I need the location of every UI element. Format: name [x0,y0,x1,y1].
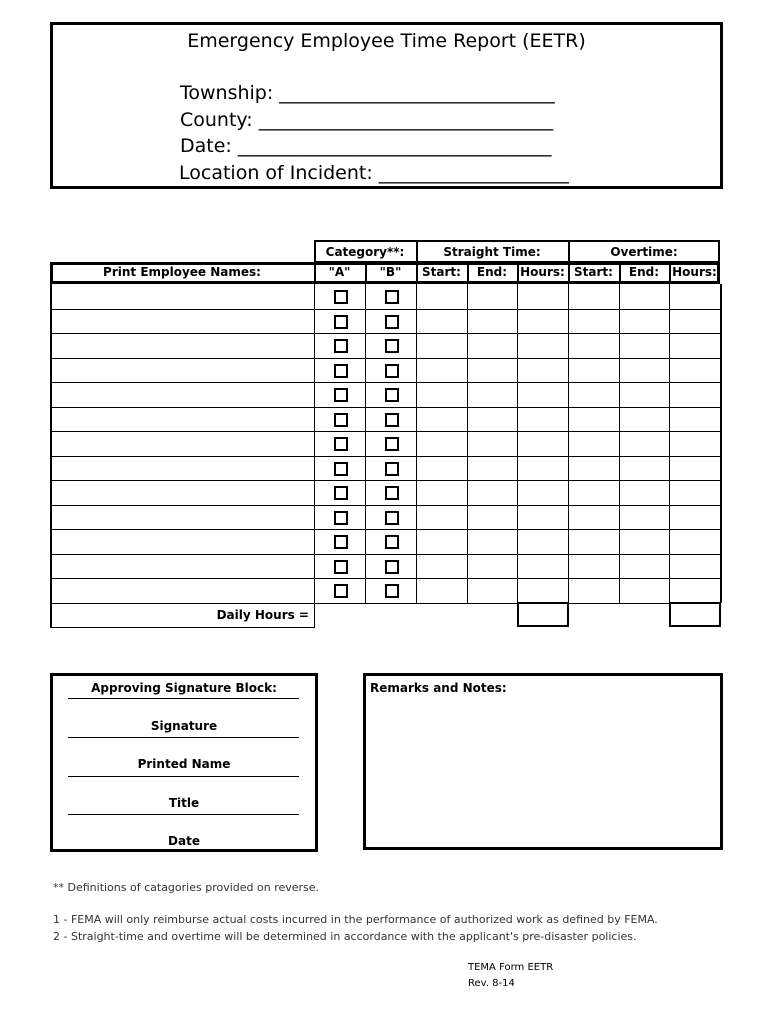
form-name: TEMA Form EETR [468,962,554,973]
category-b-checkbox[interactable] [385,290,399,304]
overtime-header: Overtime: [610,245,678,259]
daily-hours-label: Daily Hours = [216,608,309,622]
category-b-checkbox[interactable] [385,535,399,549]
remarks-title: Remarks and Notes: [370,681,507,695]
subheader-col-divider [669,262,671,284]
header-group-divider [568,240,570,262]
date-field[interactable]: Date: _________________________________ [180,135,552,157]
subheader-col-divider [517,262,519,284]
township-field[interactable]: Township: _____________________________ [180,82,555,104]
definitions-note: ** Definitions of catagories provided on reverse. [53,881,320,894]
st-start-header: Start: [422,265,461,279]
col-divider [720,284,722,603]
subheader-col-divider [467,262,469,284]
time-table [50,240,722,630]
remarks-box[interactable] [363,673,723,850]
header-group-divider [718,240,720,262]
header-top-border [314,240,720,242]
daily-hours-total-box[interactable] [517,602,569,627]
header-box [50,22,723,189]
daily-row-bottom [50,627,315,628]
signature-block-title: Approving Signature Block: [91,681,277,695]
row-divider [50,603,720,604]
category-a-checkbox[interactable] [334,437,348,451]
st-hours-header: Hours: [520,265,565,279]
category-b-checkbox[interactable] [385,388,399,402]
category-b-checkbox[interactable] [385,437,399,451]
col-divider [568,284,569,603]
signature-line[interactable] [68,698,299,699]
signature-block [50,673,318,852]
col-divider [416,284,417,603]
daily-hours-total-box[interactable] [669,602,721,627]
category-b-checkbox[interactable] [385,315,399,329]
col-divider [619,284,620,603]
subheader-col-divider [314,262,316,284]
header-group-divider [416,240,418,262]
subheader-col-divider [619,262,621,284]
date-line[interactable] [68,814,299,815]
subheader-left-border [50,262,53,284]
category-b-checkbox[interactable] [385,339,399,353]
daily-row-divider [314,603,315,627]
col-divider [365,284,366,603]
category-a-checkbox[interactable] [334,364,348,378]
ot-end-header: End: [628,265,660,279]
location-field[interactable]: Location of Incident: ____________________ [179,162,569,184]
category-a-checkbox[interactable] [334,462,348,476]
col-divider [467,284,468,603]
category-a-checkbox[interactable] [334,535,348,549]
col-divider [669,284,670,603]
category-a-checkbox[interactable] [334,413,348,427]
category-a-checkbox[interactable] [334,486,348,500]
subheader-right-border [717,262,720,284]
category-b-checkbox[interactable] [385,511,399,525]
category-b-checkbox[interactable] [385,364,399,378]
county-field[interactable]: County: _______________________________ [180,109,554,131]
date-label: Date [168,834,200,848]
subheader-col-divider [416,262,418,284]
category-header: Category**: [325,245,405,259]
header-group-divider [314,240,316,262]
form-title: Emergency Employee Time Report (EETR) [187,30,586,52]
daily-row-left [50,603,52,627]
subheader-col-divider [568,262,570,284]
cat-b-header: "B" [379,265,402,279]
st-end-header: End: [476,265,508,279]
category-a-checkbox[interactable] [334,339,348,353]
straight-time-header: Straight Time: [443,245,541,259]
footnote-1: 1 - FEMA will only reimburse actual costs incurred in the performance of authorized work as defined by FEMA. [53,913,658,926]
printed-name-label: Printed Name [137,757,231,771]
category-a-checkbox[interactable] [334,560,348,574]
ot-start-header: Start: [574,265,613,279]
col-divider [517,284,518,603]
names-header: Print Employee Names: [103,265,261,279]
category-a-checkbox[interactable] [334,290,348,304]
category-b-checkbox[interactable] [385,486,399,500]
ot-hours-header: Hours: [672,265,717,279]
col-divider [50,284,52,603]
cat-a-header: "A" [328,265,351,279]
category-a-checkbox[interactable] [334,315,348,329]
category-b-checkbox[interactable] [385,413,399,427]
subheader-col-divider [365,262,367,284]
category-b-checkbox[interactable] [385,560,399,574]
title-line[interactable] [68,776,299,777]
footnote-2: 2 - Straight-time and overtime will be determined in accordance with the applicant's pre-disaster policies. [53,930,637,943]
category-a-checkbox[interactable] [334,511,348,525]
category-a-checkbox[interactable] [334,584,348,598]
category-b-checkbox[interactable] [385,584,399,598]
signature-label: Signature [150,719,218,733]
form-revision: Rev. 8-14 [468,978,515,989]
printed-name-line[interactable] [68,737,299,738]
col-divider [314,284,315,603]
title-label: Title [168,796,200,810]
category-a-checkbox[interactable] [334,388,348,402]
category-b-checkbox[interactable] [385,462,399,476]
